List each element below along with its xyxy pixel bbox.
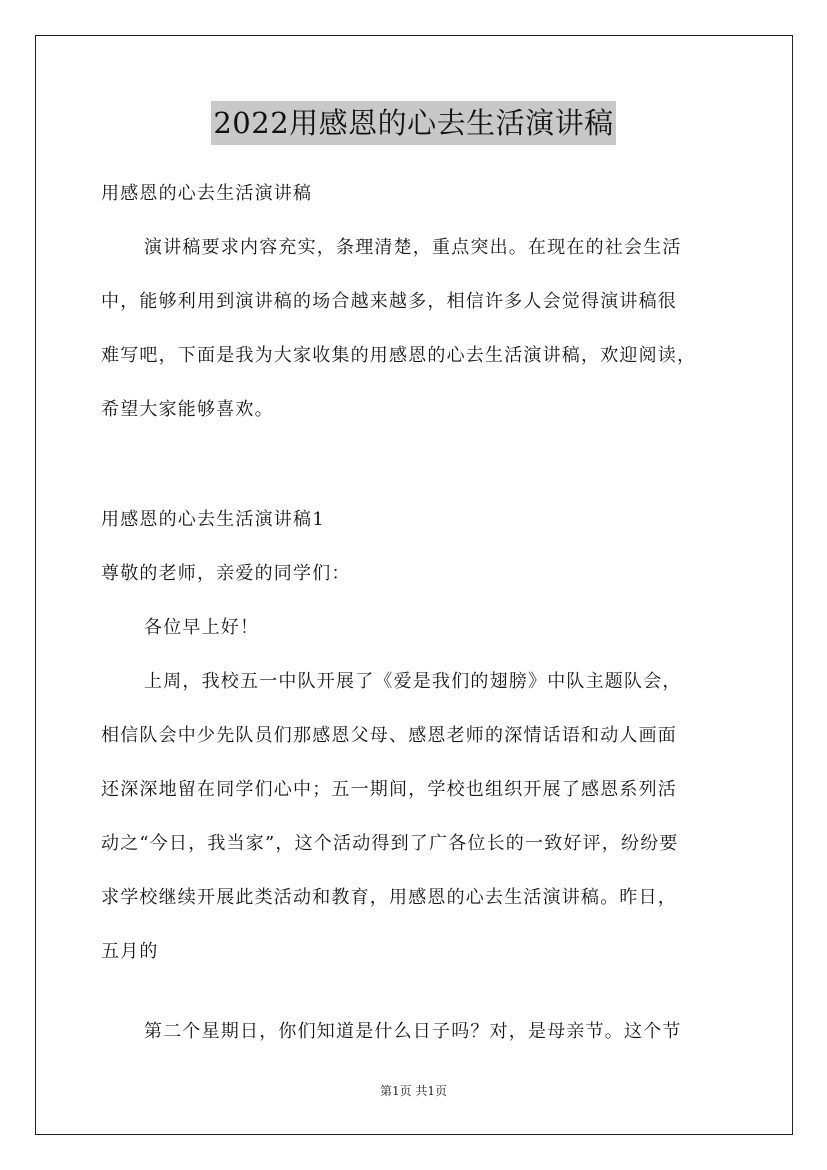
salutation: 尊敬的老师，亲爱的同学们： (101, 563, 351, 584)
section-heading: 用感恩的心去生活演讲稿1 (101, 509, 325, 530)
body-line: 动之“今日，我当家”，这个活动得到了广各位长的一致好评，纷纷要 (101, 833, 679, 854)
body-line: 还深深地留在同学们心中；五一期间，学校也组织开展了感恩系列活 (101, 779, 677, 800)
title-container (0, 101, 827, 145)
intro-line: 希望大家能够喜欢。 (101, 399, 274, 420)
body-line: 求学校继续开展此类活动和教育，用感恩的心去生活演讲稿。昨日， (101, 887, 677, 908)
body-line: 五月的 (101, 941, 159, 962)
body-line-last: 第二个星期日，你们知道是什么日子吗？对，是母亲节。这个节 (144, 1021, 682, 1042)
page-footer: 第1页 共1页 (379, 1084, 448, 1098)
body-line: 上周，我校五一中队开展了《爱是我们的翅膀》中队主题队会， (144, 671, 682, 692)
body-line: 相信队会中少先队员们那感恩父母、感恩老师的深情话语和动人画面 (101, 725, 677, 746)
intro-line: 难写吧，下面是我为大家收集的用感恩的心去生活演讲稿，欢迎阅读， (101, 345, 697, 366)
intro-line: 中，能够利用到演讲稿的场合越来越多，相信许多人会觉得演讲稿很 (101, 291, 677, 312)
greeting: 各位早上好！ (144, 617, 260, 638)
subtitle: 用感恩的心去生活演讲稿 (101, 183, 313, 204)
intro-line: 演讲稿要求内容充实，条理清楚，重点突出。在现在的社会生活 (144, 237, 682, 258)
document-title: 2022用感恩的心去生活演讲稿 (211, 101, 615, 145)
